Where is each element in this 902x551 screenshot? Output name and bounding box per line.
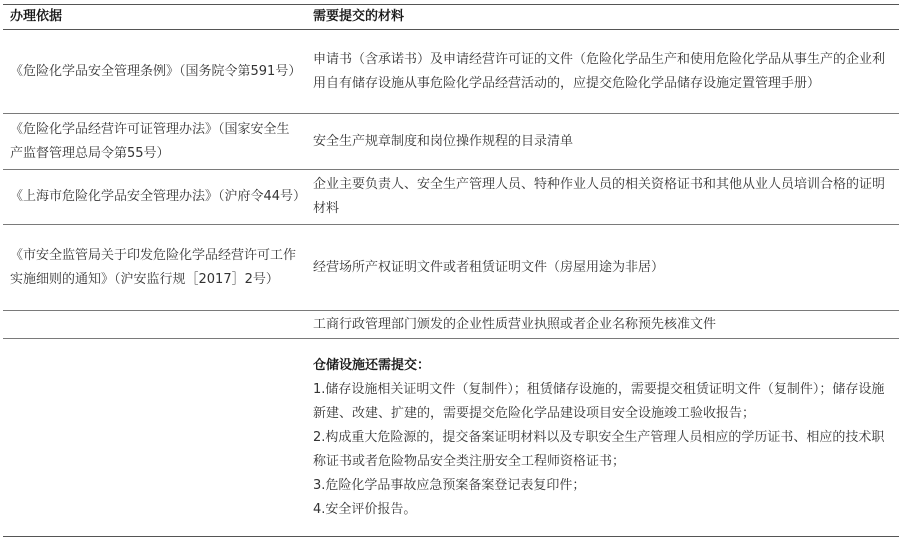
- header-basis: 办理依据: [3, 5, 306, 30]
- basis-cell: 《危险化学品经营许可证管理办法》（国家安全生产监督管理总局令第55号）: [3, 114, 306, 170]
- basis-cell-empty: [3, 339, 306, 537]
- material-cell: 经营场所产权证明文件或者租赁证明文件（房屋用途为非居）: [306, 225, 899, 311]
- header-materials: 需要提交的材料: [306, 5, 899, 30]
- storage-subtitle: 仓储设施还需提交：: [313, 357, 431, 373]
- table-row: [3, 30, 899, 114]
- storage-materials-cell: [306, 339, 899, 537]
- table-row: [3, 114, 899, 170]
- basis-cell: [3, 311, 306, 339]
- requirements-table: [3, 4, 899, 537]
- basis-cell: 《上海市危险化学品安全管理办法》（沪府令44号）: [3, 170, 306, 225]
- storage-item: 1.储存设施相关证明文件（复制件）；租赁储存设施的，需要提交租赁证明文件（复制件）；储存设施新建、改建、扩建的，需要提交危险化学品建设项目安全设施竣工验收报告；: [313, 381, 885, 421]
- table-row: [3, 311, 899, 339]
- material-cell: 工商行政管理部门颁发的企业性质营业执照或者企业名称预先核准文件: [306, 311, 899, 339]
- storage-item: 3.危险化学品事故应急预案备案登记表复印件；: [313, 477, 586, 493]
- storage-item: 2.构成重大危险源的，提交备案证明材料以及专职安全生产管理人员相应的学历证书、相应的技术职称证书或者危险物品安全类注册安全工程师资格证书；: [313, 429, 885, 469]
- material-cell: 安全生产规章制度和岗位操作规程的目录清单: [306, 114, 899, 170]
- table-row: [3, 339, 899, 537]
- header-row: [3, 5, 899, 30]
- table-row: [3, 225, 899, 311]
- basis-cell: 《市安全监管局关于印发危险化学品经营许可工作实施细则的通知》（沪安监行规［2017］2号）: [3, 225, 306, 311]
- table-row: [3, 170, 899, 225]
- material-cell: 企业主要负责人、安全生产管理人员、特种作业人员的相关资格证书和其他从业人员培训合格的证明材料: [306, 170, 899, 225]
- material-cell: 申请书（含承诺书）及申请经营许可证的文件（危险化学品生产和使用危险化学品从事生产的企业利用自有储存设施从事危险化学品经营活动的，应提交危险化学品储存设施定置管理手册）: [306, 30, 899, 114]
- basis-cell: 《危险化学品安全管理条例》（国务院令第591号）: [3, 30, 306, 114]
- storage-item: 4.安全评价报告。: [313, 501, 417, 517]
